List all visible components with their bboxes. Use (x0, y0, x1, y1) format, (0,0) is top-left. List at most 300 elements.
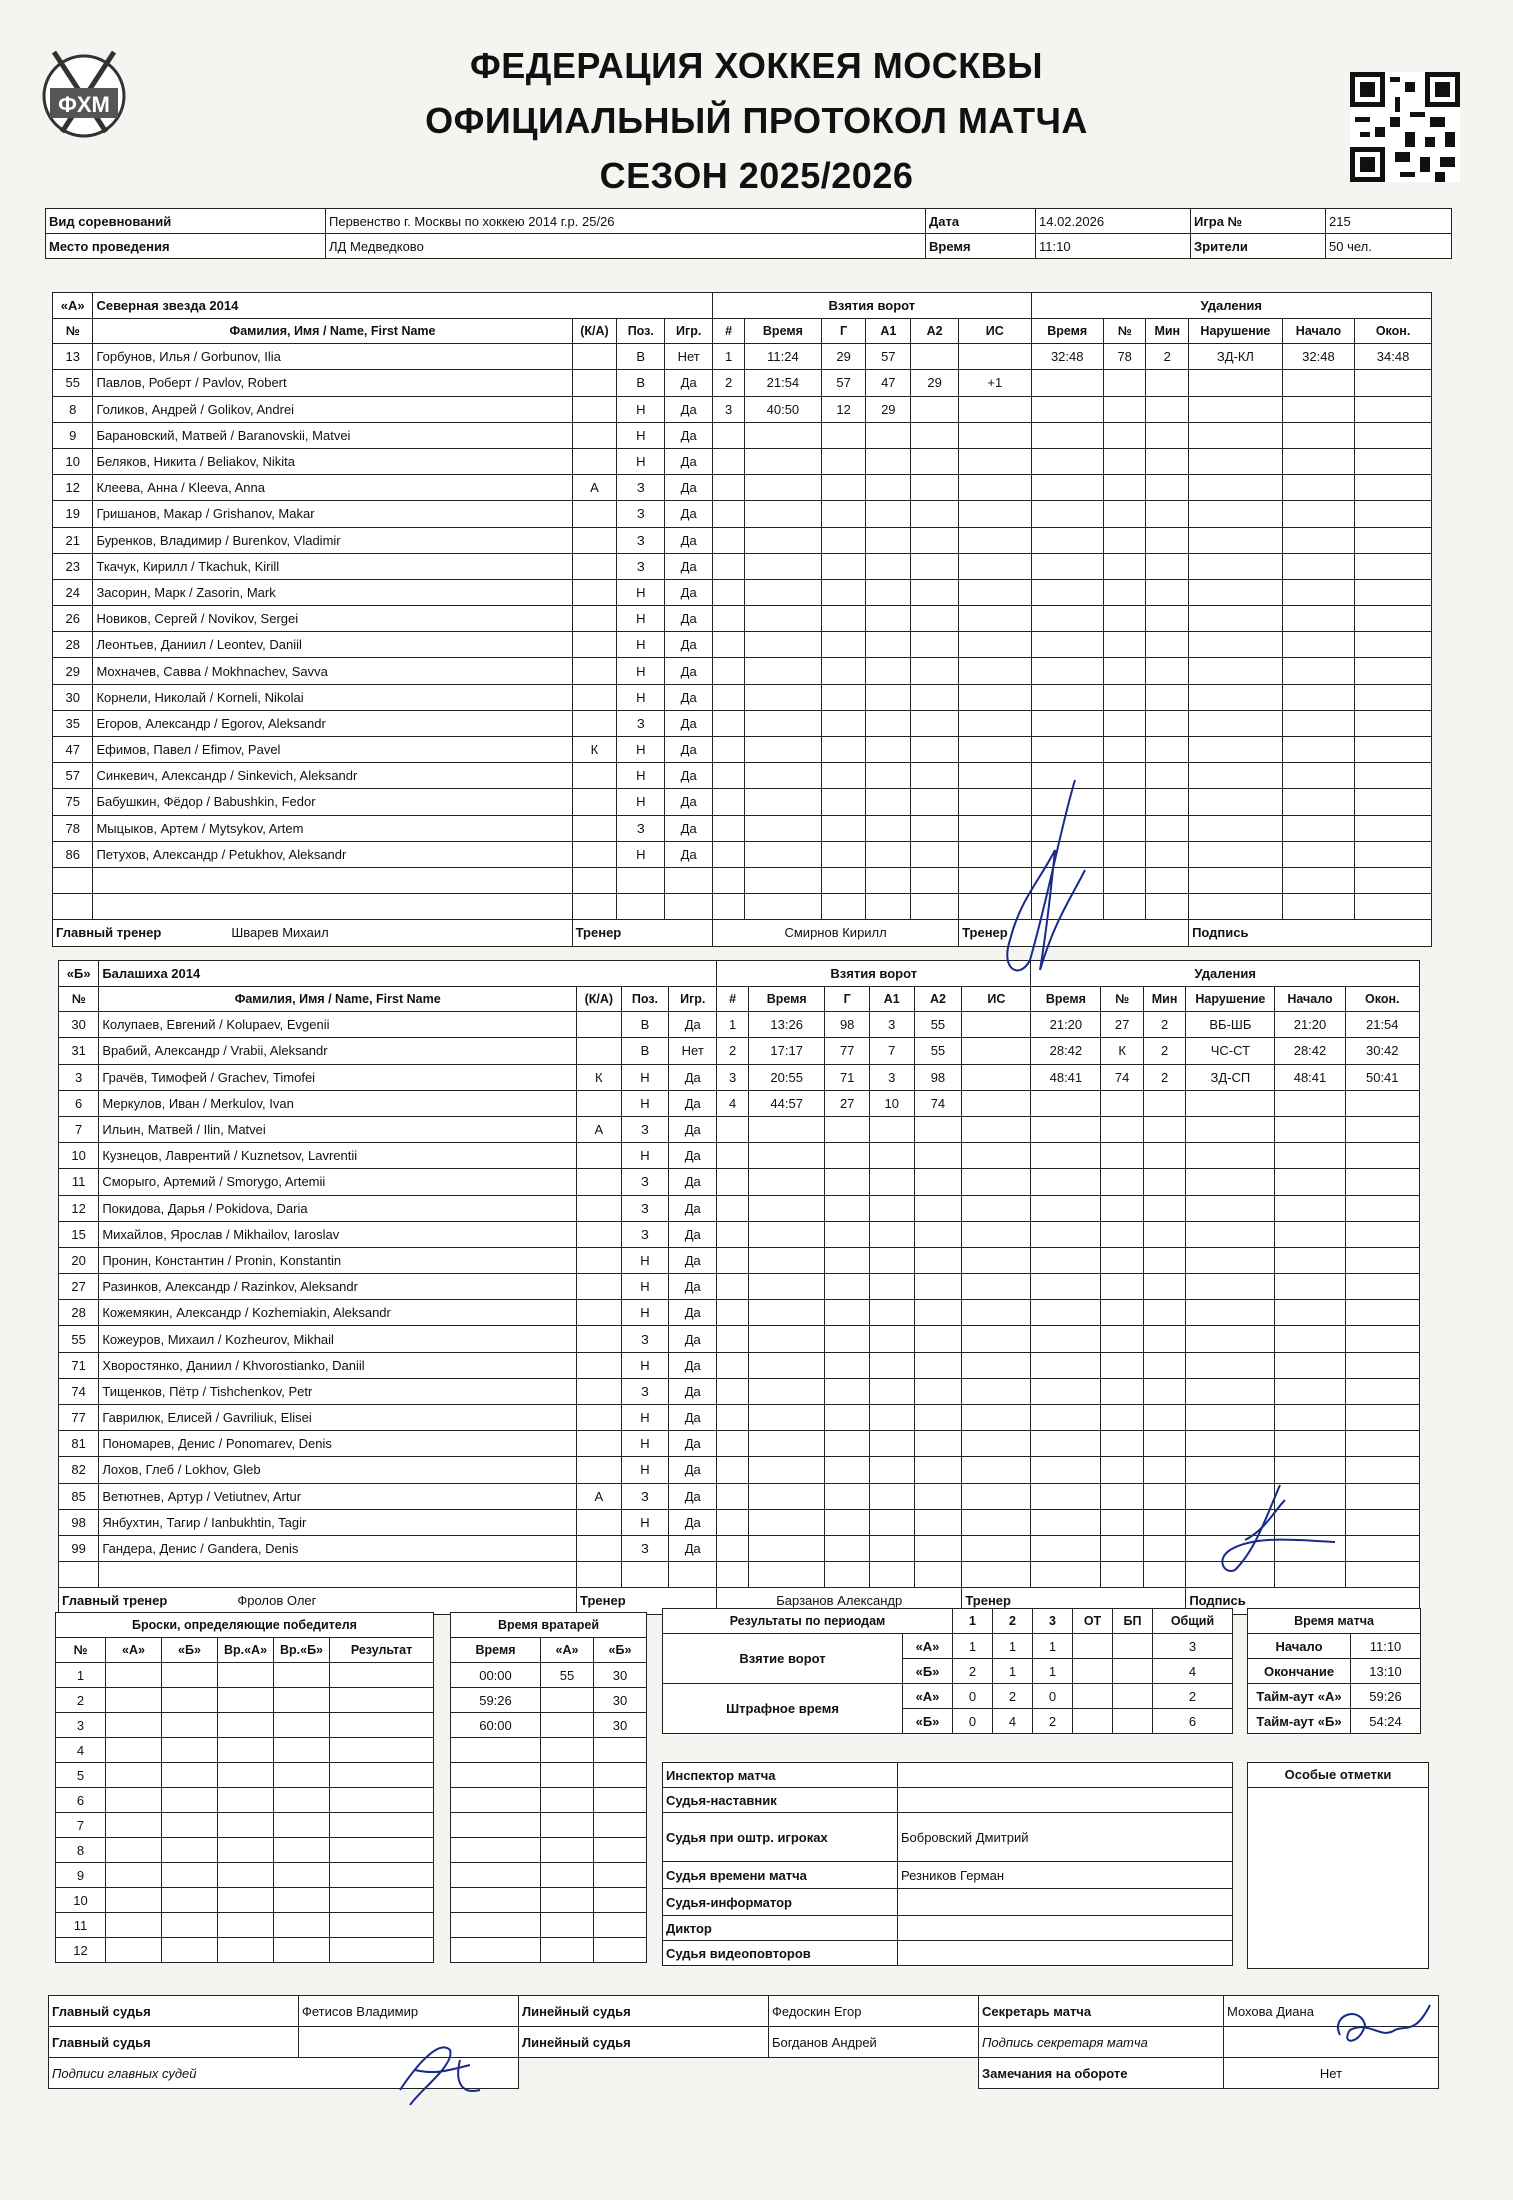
penalty-empty (1189, 867, 1283, 893)
goal-is (962, 1012, 1031, 1038)
goalie-time: 00:00 (451, 1663, 541, 1688)
penalty-empty (1189, 763, 1283, 789)
goal-empty (717, 1562, 749, 1588)
player-row (59, 1221, 1420, 1247)
penalty-empty (1355, 841, 1432, 867)
penalty-empty (1345, 1535, 1419, 1561)
goal-empty (748, 1431, 824, 1457)
player-number: 9 (53, 422, 93, 448)
goal-empty (748, 1300, 824, 1326)
penalty-empty (1103, 789, 1146, 815)
goal-empty (821, 737, 866, 763)
penalty-empty (1031, 396, 1103, 422)
penalty-empty (1031, 1352, 1101, 1378)
goal-empty (713, 867, 745, 893)
goal-empty (866, 579, 911, 605)
goal-empty (825, 1562, 870, 1588)
goal-empty (713, 684, 745, 710)
goal-empty (959, 710, 1031, 736)
goal-empty (825, 1378, 870, 1404)
player-number: 12 (59, 1195, 99, 1221)
player-number: 3 (59, 1064, 99, 1090)
penalty-empty (1189, 448, 1283, 474)
col-header-g_no: # (717, 987, 749, 1012)
col-header-ka: (К/А) (577, 987, 622, 1012)
goal-g: 29 (821, 344, 866, 370)
penalty-end: 50:41 (1345, 1064, 1419, 1090)
player-played: Да (669, 1221, 717, 1247)
player-role (572, 894, 617, 920)
col-header-g_a2: А2 (911, 319, 959, 344)
official-label: Судья-информатор (663, 1889, 898, 1916)
penalty-empty (1031, 448, 1103, 474)
goal-empty (745, 710, 822, 736)
col-header-p_time: Время (1031, 987, 1101, 1012)
goal-empty (821, 710, 866, 736)
competition-value: Первенство г. Москвы по хоккею 2014 г.р. 25/26 (326, 209, 926, 234)
penalty-empty (1355, 553, 1432, 579)
penalty-empty (1031, 1405, 1101, 1431)
player-played: Да (665, 789, 713, 815)
player-row (53, 422, 1432, 448)
goal-empty (745, 894, 822, 920)
spectators-value: 50 чел. (1326, 234, 1452, 259)
player-role (577, 1012, 622, 1038)
penalty-empty (1282, 553, 1354, 579)
title-protocol: ОФИЦИАЛЬНЫЙ ПРОТОКОЛ МАТЧА (425, 100, 1088, 141)
player-played: Да (669, 1195, 717, 1221)
goal-empty (911, 737, 959, 763)
goal-empty (713, 527, 745, 553)
goal-empty (713, 658, 745, 684)
penalty-empty (1282, 841, 1354, 867)
penalty-empty (1355, 684, 1432, 710)
penalty-empty (1101, 1326, 1143, 1352)
goal-empty (748, 1352, 824, 1378)
penalty-start: 32:48 (1282, 344, 1354, 370)
player-number (59, 1562, 99, 1588)
player-position: Н (617, 579, 665, 605)
player-row (59, 1431, 1420, 1457)
head-coach-name: Фролов Олег (237, 1593, 317, 1609)
period-team-tag: «А» (903, 1634, 953, 1659)
official-name (898, 1941, 1233, 1966)
penalty-empty (1031, 527, 1103, 553)
goal-g: 98 (825, 1012, 870, 1038)
penalty-empty (1146, 370, 1189, 396)
penalty-time: 32:48 (1031, 344, 1103, 370)
shootout-col-h_no: № (56, 1638, 106, 1663)
penalty-empty (1103, 527, 1146, 553)
player-row (59, 1300, 1420, 1326)
penalty-empty (1189, 370, 1283, 396)
player-role (572, 710, 617, 736)
penalty-empty (1031, 1326, 1101, 1352)
goal-empty (914, 1274, 962, 1300)
penalty-empty (1345, 1457, 1419, 1483)
penalty-empty (1282, 475, 1354, 501)
player-position: Н (617, 448, 665, 474)
goalie-col-h_b: «Б» (594, 1638, 647, 1663)
penalty-empty (1355, 737, 1432, 763)
goal-time: 21:54 (745, 370, 822, 396)
goal-empty (748, 1221, 824, 1247)
goal-empty (717, 1143, 749, 1169)
title-season: СЕЗОН 2025/2026 (599, 155, 914, 196)
goal-empty (713, 579, 745, 605)
player-played: Да (669, 1274, 717, 1300)
penalty-empty (1143, 1326, 1185, 1352)
goal-empty (911, 527, 959, 553)
player-number: 10 (59, 1143, 99, 1169)
goal-empty (821, 553, 866, 579)
col-header-g_g: Г (825, 987, 870, 1012)
trainer2-label: Тренер (962, 1588, 1186, 1614)
goal-empty (962, 1535, 1031, 1561)
match-time-label: Тайм-аут «Б» (1248, 1709, 1351, 1734)
penalty-empty (1355, 448, 1432, 474)
goal-empty (911, 894, 959, 920)
player-played: Да (669, 1090, 717, 1116)
player-position: Н (617, 763, 665, 789)
player-role (572, 422, 617, 448)
goal-a1: 57 (866, 344, 911, 370)
shootout-row (56, 1663, 434, 1688)
player-position: Н (621, 1457, 669, 1483)
player-row (53, 737, 1432, 763)
player-name: Меркулов, Иван / Merkulov, Ivan (99, 1090, 577, 1116)
goal-empty (869, 1326, 914, 1352)
match-time-title: Время матча (1248, 1609, 1421, 1634)
penalty-empty (1282, 606, 1354, 632)
remarks-label: Замечания на обороте (979, 2058, 1224, 2089)
goal-empty (959, 501, 1031, 527)
player-position: З (621, 1116, 669, 1142)
player-number: 21 (53, 527, 93, 553)
goal-empty (866, 606, 911, 632)
penalty-empty (1186, 1405, 1275, 1431)
penalty-empty (1101, 1378, 1143, 1404)
period-col-h1: 1 (953, 1609, 993, 1634)
player-role (572, 763, 617, 789)
period-col-hot: ОТ (1073, 1609, 1113, 1634)
penalty-empty (1031, 422, 1103, 448)
player-played: Да (665, 632, 713, 658)
player-position: З (621, 1195, 669, 1221)
player-number: 27 (59, 1274, 99, 1300)
penalty-empty (1101, 1300, 1143, 1326)
linesman-2: Богданов Андрей (769, 2027, 979, 2058)
goal-empty (821, 894, 866, 920)
penalty-empty (1345, 1195, 1419, 1221)
goal-a2: 29 (911, 370, 959, 396)
player-role (577, 1274, 622, 1300)
goal-empty (959, 422, 1031, 448)
player-name: Кожеуров, Михаил / Kozheurov, Mikhail (99, 1326, 577, 1352)
main-referee-1: Фетисов Владимир (299, 1996, 519, 2027)
shootout-number: 12 (56, 1938, 106, 1963)
player-name: Кожемякин, Александр / Kozhemiakin, Aleksandr (99, 1300, 577, 1326)
shootout-table (55, 1612, 434, 1963)
penalty-empty (1101, 1509, 1143, 1535)
linesman-label-2: Линейный судья (519, 2027, 769, 2058)
goal-empty (866, 553, 911, 579)
player-row (59, 1038, 1420, 1064)
shootout-row (56, 1763, 434, 1788)
player-position: Н (617, 396, 665, 422)
secretary-label: Секретарь матча (979, 1996, 1224, 2027)
goal-empty (745, 579, 822, 605)
penalty-empty (1189, 894, 1283, 920)
goal-empty (962, 1221, 1031, 1247)
player-name: Ильин, Матвей / Ilin, Matvei (99, 1116, 577, 1142)
goal-empty (745, 422, 822, 448)
officials-table (662, 1762, 1233, 1966)
goal-empty (748, 1195, 824, 1221)
player-role (577, 1378, 622, 1404)
player-position: Н (621, 1143, 669, 1169)
penalty-empty (1101, 1116, 1143, 1142)
game-label: Игра № (1191, 209, 1326, 234)
period-value (1113, 1684, 1153, 1709)
goal-empty (717, 1274, 749, 1300)
player-number: 85 (59, 1483, 99, 1509)
match-time-value: 13:10 (1351, 1659, 1421, 1684)
penalty-empty (1101, 1405, 1143, 1431)
goal-empty (713, 737, 745, 763)
penalty-empty (1345, 1483, 1419, 1509)
penalty-empty (1275, 1195, 1345, 1221)
goal-is (959, 396, 1031, 422)
player-row (59, 1195, 1420, 1221)
player-row (59, 1143, 1420, 1169)
game-value: 215 (1326, 209, 1452, 234)
player-role (577, 1509, 622, 1535)
head-coach-label (53, 920, 573, 946)
period-value: 4 (993, 1709, 1033, 1734)
shootout-number: 7 (56, 1813, 106, 1838)
penalty-empty (1101, 1274, 1143, 1300)
goal-empty (713, 475, 745, 501)
player-position: Н (621, 1405, 669, 1431)
penalty-empty (1103, 763, 1146, 789)
player-position: Н (621, 1090, 669, 1116)
penalty-empty (1031, 684, 1103, 710)
player-row (53, 658, 1432, 684)
date-value: 14.02.2026 (1036, 209, 1191, 234)
period-value: 1 (953, 1634, 993, 1659)
player-position: Н (617, 737, 665, 763)
match-time-label: Начало (1248, 1634, 1351, 1659)
player-role (577, 1143, 622, 1169)
penalty-empty (1345, 1431, 1419, 1457)
head-coach-label-text: Главный тренер (62, 1593, 168, 1609)
player-position: В (621, 1012, 669, 1038)
goal-empty (748, 1274, 824, 1300)
penalty-empty (1186, 1143, 1275, 1169)
goal-empty (713, 448, 745, 474)
penalty-empty (1103, 475, 1146, 501)
official-name (898, 1763, 1233, 1788)
penalty-empty (1189, 422, 1283, 448)
period-value: 1 (993, 1659, 1033, 1684)
goal-empty (748, 1143, 824, 1169)
col-header-g_a1: А1 (869, 987, 914, 1012)
shootout-row (56, 1863, 434, 1888)
goal-empty (911, 658, 959, 684)
penalty-empty (1355, 579, 1432, 605)
player-name: Голиков, Андрей / Golikov, Andrei (93, 396, 572, 422)
goal-empty (869, 1116, 914, 1142)
goal-empty (866, 475, 911, 501)
goal-a2 (911, 344, 959, 370)
player-name: Пронин, Константин / Pronin, Konstantin (99, 1247, 577, 1273)
goal-empty (866, 527, 911, 553)
goals-title: Взятия ворот (717, 961, 1031, 987)
goal-empty (717, 1116, 749, 1142)
penalty-empty (1146, 579, 1189, 605)
goal-is (959, 344, 1031, 370)
player-played: Да (669, 1300, 717, 1326)
goal-no: 1 (713, 344, 745, 370)
goalie-col-h_a: «А» (541, 1638, 594, 1663)
head-coach-label (59, 1588, 577, 1614)
goal-empty (825, 1221, 870, 1247)
player-number: 74 (59, 1378, 99, 1404)
period-value: 0 (953, 1684, 993, 1709)
player-row (59, 1405, 1420, 1431)
col-header-name: Фамилия, Имя / Name, First Name (99, 987, 577, 1012)
period-col-hbp: БП (1113, 1609, 1153, 1634)
goal-empty (869, 1431, 914, 1457)
player-number: 98 (59, 1509, 99, 1535)
goal-empty (745, 789, 822, 815)
player-position: Н (621, 1431, 669, 1457)
goal-empty (962, 1195, 1031, 1221)
penalty-empty (1031, 1116, 1101, 1142)
penalty-empty (1103, 737, 1146, 763)
penalties-title: Удаления (1031, 961, 1420, 987)
goal-empty (717, 1169, 749, 1195)
player-role (577, 1457, 622, 1483)
col-header-ka: (К/А) (572, 319, 617, 344)
goal-empty (959, 632, 1031, 658)
penalty-empty (1186, 1090, 1275, 1116)
col-header-g_no: # (713, 319, 745, 344)
goalie-row (451, 1838, 647, 1863)
goal-empty (959, 606, 1031, 632)
goal-empty (745, 841, 822, 867)
period-value (1113, 1709, 1153, 1734)
player-name: Беляков, Никита / Beliakov, Nikita (93, 448, 572, 474)
penalty-empty (1103, 553, 1146, 579)
goal-empty (713, 789, 745, 815)
penalty-empty (1103, 684, 1146, 710)
penalty-empty (1146, 475, 1189, 501)
goal-time: 40:50 (745, 396, 822, 422)
player-name: Ткачук, Кирилл / Tkachuk, Kirill (93, 553, 572, 579)
player-played: Да (665, 815, 713, 841)
player-name: Корнели, Николай / Korneli, Nikolai (93, 684, 572, 710)
player-row (53, 815, 1432, 841)
penalty-empty (1143, 1509, 1185, 1535)
goal-empty (821, 815, 866, 841)
goal-empty (962, 1143, 1031, 1169)
player-row (53, 501, 1432, 527)
goal-empty (825, 1300, 870, 1326)
goal-empty (962, 1405, 1031, 1431)
player-position: З (617, 527, 665, 553)
player-played: Да (665, 501, 713, 527)
goal-a1: 3 (869, 1064, 914, 1090)
penalty-empty (1103, 606, 1146, 632)
penalty-empty (1355, 658, 1432, 684)
penalty-empty (1031, 1431, 1101, 1457)
goal-empty (962, 1431, 1031, 1457)
player-played: Да (665, 370, 713, 396)
goal-empty (866, 710, 911, 736)
player-position: З (617, 475, 665, 501)
penalty-empty (1031, 1090, 1101, 1116)
goal-a2: 98 (914, 1064, 962, 1090)
goal-empty (869, 1300, 914, 1326)
penalty-empty (1345, 1090, 1419, 1116)
player-row (59, 1378, 1420, 1404)
period-value: 4 (1153, 1659, 1233, 1684)
penalty-empty (1143, 1483, 1185, 1509)
goal-empty (821, 867, 866, 893)
goalie-row (451, 1663, 647, 1688)
goal-empty (914, 1562, 962, 1588)
goal-empty (962, 1457, 1031, 1483)
penalty-empty (1282, 527, 1354, 553)
period-value: 2 (953, 1659, 993, 1684)
secretary-sign-label: Подпись секретаря матча (979, 2027, 1224, 2058)
goalie-time: 59:26 (451, 1688, 541, 1713)
penalty-empty (1282, 658, 1354, 684)
col-header-g_time: Время (745, 319, 822, 344)
official-label: Судья при оштр. игроках (663, 1813, 898, 1862)
player-role (577, 1431, 622, 1457)
penalty-empty (1282, 789, 1354, 815)
penalty-empty (1146, 841, 1189, 867)
penalty-empty (1031, 606, 1103, 632)
penalty-empty (1103, 710, 1146, 736)
player-position: В (621, 1038, 669, 1064)
goalie-b: 30 (594, 1713, 647, 1738)
goal-no: 1 (717, 1012, 749, 1038)
player-played: Да (665, 684, 713, 710)
shootout-number: 10 (56, 1888, 106, 1913)
player-position: З (617, 815, 665, 841)
period-value: 1 (1033, 1634, 1073, 1659)
player-row (53, 475, 1432, 501)
goal-empty (745, 606, 822, 632)
penalty-empty (1189, 606, 1283, 632)
goal-empty (911, 448, 959, 474)
goal-empty (821, 422, 866, 448)
player-played: Да (669, 1483, 717, 1509)
penalty-empty (1101, 1535, 1143, 1561)
penalty-inf: ЗД-СП (1186, 1064, 1275, 1090)
col-header-p_start: Начало (1282, 319, 1354, 344)
penalty-empty (1101, 1457, 1143, 1483)
player-role (577, 1247, 622, 1273)
player-role (572, 658, 617, 684)
goal-empty (959, 475, 1031, 501)
penalty-empty (1031, 501, 1103, 527)
official-label: Судья видеоповторов (663, 1941, 898, 1966)
